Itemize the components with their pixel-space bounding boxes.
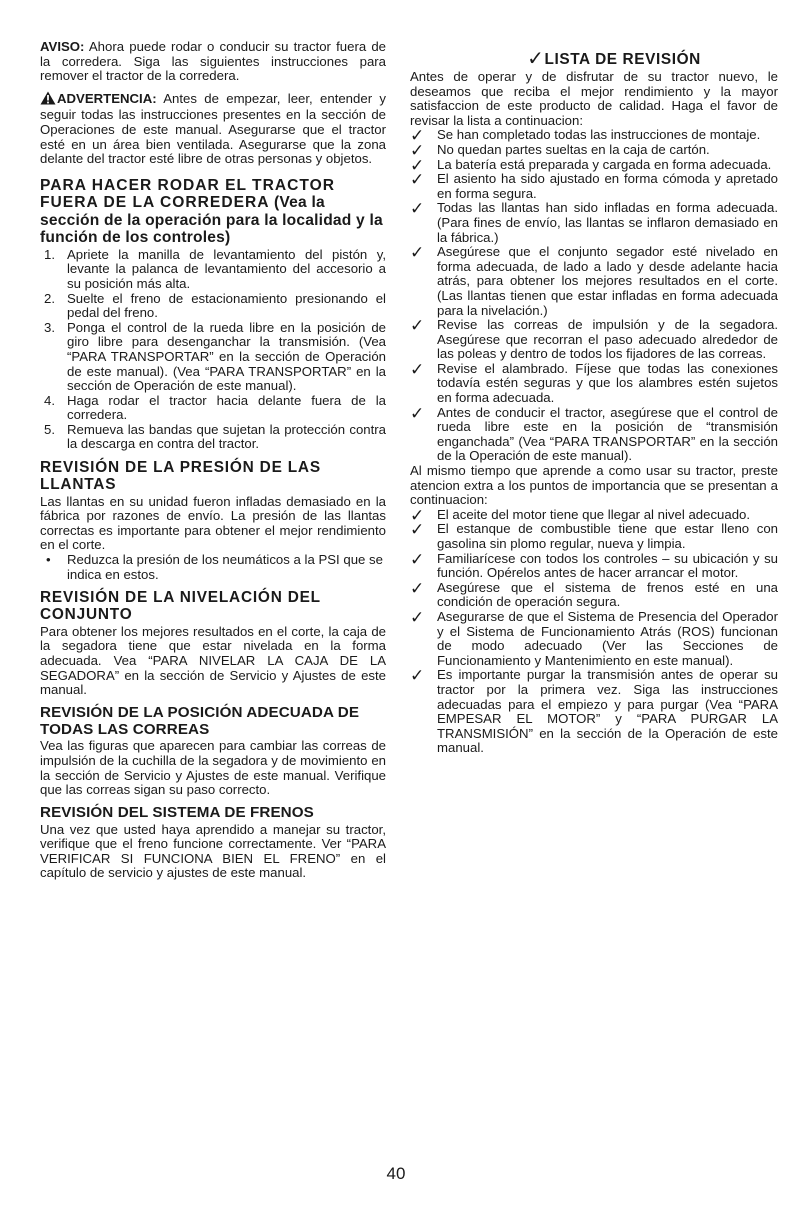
checklist-item-text: El asiento ha sido ajustado en forma cómoda y apretado en forma segura. bbox=[437, 171, 778, 201]
rodar-step bbox=[40, 321, 386, 394]
aviso-lead: AVISO: bbox=[40, 39, 85, 54]
checklist-item-text: Asegúrese que el conjunto segador esté nivelado en forma adecuada, de lado a lado y desde adelante hacia atrás, para obtener los mejores resultados en el corte. (Las llantas tienen que estar infladas en forma adecuada para la nivelación.) bbox=[437, 244, 778, 318]
step-text: Ponga el control de la rueda libre en la posición de giro libre para desenganchar la transmisión. (Vea “PARA TRANSPORTAR” en la sección de Operación de este manual). (Vea “PARA TRANSPORTAR” en la sección de Operación de este manual). bbox=[67, 319, 386, 394]
step-number: 1. bbox=[44, 246, 55, 262]
checklist-item bbox=[410, 155, 778, 175]
bullet-text: Reduzca la presión de los neumáticos a la PSI que se indica en estos. bbox=[67, 552, 383, 582]
frenos-heading: REVISIÓN DEL SISTEMA DE FRENOS bbox=[40, 803, 314, 821]
checklist-item-text: Revise las correas de impulsión y de la segadora. Asegúrese que recorran el paso adecuado alrededor de las poleas y dentro de todos los fijadores de las correas. bbox=[437, 317, 778, 362]
checkmark-icon: ✓ bbox=[410, 199, 425, 219]
rodar-heading-caps: PARA HACER RODAR EL TRACTOR FUERA DE LA CORREDERA bbox=[40, 176, 335, 212]
checklist-item bbox=[410, 172, 778, 201]
checklist-item-text: El aceite del motor tiene que llegar al nivel adecuado. bbox=[437, 506, 751, 522]
checkmark-icon: ✓ bbox=[410, 403, 425, 423]
checkmark-icon: ✓ bbox=[410, 549, 425, 569]
step-text: Suelte el freno de estacionamiento presionando el pedal del freno. bbox=[67, 290, 386, 321]
step-number: 4. bbox=[44, 392, 55, 408]
checkmark-icon: ✓ bbox=[410, 505, 425, 525]
checklist-group-1 bbox=[410, 128, 778, 464]
rodar-step bbox=[40, 292, 386, 321]
checkmark-icon: ✓ bbox=[410, 170, 425, 190]
step-number: 2. bbox=[44, 290, 55, 306]
step-text: Remueva las bandas que sujetan la protección contra la descarga en contra del tractor. bbox=[67, 421, 386, 452]
rodar-step bbox=[40, 248, 386, 292]
checkmark-icon: ✓ bbox=[527, 48, 545, 70]
checklist-item bbox=[410, 318, 778, 362]
checklist-item bbox=[410, 359, 778, 406]
checkmark-icon: ✓ bbox=[410, 155, 425, 175]
checkmark-icon: ✓ bbox=[410, 243, 425, 263]
presion-text: Las llantas en su unidad fueron infladas demasiado en la fábrica por razones de envío. La presión de las llantas correctas es importante para obtener el mejor rendimiento en el corte. bbox=[40, 493, 386, 553]
rodar-heading-rest: (Vea la sección de la operación para la localidad y la función de los controles) bbox=[40, 194, 383, 247]
rodar-heading bbox=[40, 177, 386, 247]
checklist-item-text: Asegurarse de que el Sistema de Presencia del Operador y el Sistema de Funcionamiento Atrás (ROS) funcionan de modo adecuado (Ver las Secciones de Funcionamiento y Mantenimiento en este manual). bbox=[437, 608, 778, 668]
checklist-item bbox=[410, 607, 778, 668]
bullet-dot: • bbox=[46, 552, 51, 568]
checkmark-icon: ✓ bbox=[410, 140, 425, 160]
step-number: 3. bbox=[44, 319, 55, 335]
checklist-group-2 bbox=[410, 505, 778, 756]
step-text: Haga rodar el tractor hacia delante fuera de la corredera. bbox=[67, 392, 386, 423]
checkmark-icon: ✓ bbox=[410, 359, 425, 379]
rodar-step bbox=[40, 423, 386, 452]
page-number: 40 bbox=[386, 1164, 406, 1183]
checklist-mid: Al mismo tiempo que aprende a como usar su tractor, preste atencion extra a los puntos de importancia que se presentan a continuacion: bbox=[410, 463, 778, 508]
warning-triangle-icon bbox=[40, 91, 56, 109]
rodar-step bbox=[40, 394, 386, 423]
checklist-item bbox=[410, 505, 778, 525]
checklist-item-text: Familiarícese con todos los controles – su ubicación y su función. Opérelos antes de hacer arrancar el motor. bbox=[437, 550, 778, 581]
checkmark-icon: ✓ bbox=[410, 578, 425, 598]
correas-text: Vea las figuras que aparecen para cambiar las correas de impulsión de la cuchilla de la segadora y de movimiento en la sección de Servicio y Ajustes de este manual. Verifique que las correas sigan su paso correcto. bbox=[40, 738, 386, 798]
checklist-item bbox=[410, 522, 778, 551]
checklist-item-text: Asegúrese que el sistema de frenos esté en una condición de operación segura. bbox=[437, 579, 778, 610]
presion-heading: REVISIÓN DE LA PRESIÓN DE LAS LLANTAS bbox=[40, 459, 321, 493]
checklist-title-text: LISTA DE REVISIÓN bbox=[544, 51, 701, 68]
left-column bbox=[40, 40, 386, 881]
checklist-item bbox=[410, 201, 778, 245]
right-column bbox=[410, 50, 778, 756]
checklist-intro: Antes de operar y de disfrutar de su tractor nuevo, le deseamos que reciba el mejor rendimiento y la mayor satisfaccion de este producto de calidad. Haga el favor de revisar la lista a continuacion: bbox=[410, 69, 778, 128]
checklist-item-text: No quedan partes sueltas en la caja de cartón. bbox=[437, 141, 710, 157]
checkmark-icon: ✓ bbox=[410, 316, 425, 336]
checklist-item bbox=[410, 126, 778, 146]
checklist-item bbox=[410, 140, 778, 160]
step-number: 5. bbox=[44, 421, 55, 437]
presion-bullet bbox=[40, 553, 386, 582]
checklist-item-text: La batería está preparada y cargada en forma adecuada. bbox=[437, 156, 772, 172]
checklist-item-text: Antes de conducir el tractor, asegúrese que el control de rueda libre este en la posición de “transmisión enganchada” (Vea “PARA TRANSPORTAR” en la sección de la Operación de este manual). bbox=[437, 404, 778, 464]
checkmark-icon: ✓ bbox=[410, 520, 425, 540]
checklist-item bbox=[410, 578, 778, 610]
aviso-text: Ahora puede rodar o conducir su tractor fuera de la corredera. Siga las siguientes instrucciones para remover el tractor de la corredera. bbox=[40, 39, 386, 84]
advertencia-text: Antes de empezar, leer, entender y seguir todas las instrucciones presentes en la sección de Operaciones de este manual. Asegurarse que el tractor esté en un área bien ventilada. Asegurarse que la zona delante del tractor esté libre de otras personas y objetos. bbox=[40, 90, 386, 167]
checklist-title bbox=[450, 50, 778, 69]
checkmark-icon: ✓ bbox=[410, 607, 425, 627]
checkmark-icon: ✓ bbox=[410, 126, 425, 146]
advertencia-lead: ADVERTENCIA: bbox=[57, 90, 157, 106]
checklist-item bbox=[410, 549, 778, 581]
nivelacion-heading: REVISIÓN DE LA NIVELACIÓN DEL CONJUNTO bbox=[40, 589, 321, 624]
nivelacion-text: Para obtener los mejores resultados en el corte, la caja de la segadora tiene que estar nivelada en la forma adecuada. Vea “PARA NIVELAR LA CAJA DE LA SEGADORA” en la sección de Servicio y Ajustes de este manual. bbox=[40, 623, 386, 698]
checklist-item bbox=[410, 403, 778, 464]
rodar-steps bbox=[40, 248, 386, 452]
checklist-item-text: Es importante purgar la transmisión antes de operar su tractor por la primera vez. Siga las instrucciones adecuadas para el empiezo y para purgar (Vea “PARA EMPESAR EL MOTOR” y “PARA PURGAR LA TRANSMISIÓN” en la sección de la Operación de este manual. bbox=[437, 667, 778, 756]
checklist-item bbox=[410, 668, 778, 756]
checklist-item-text: Se han completado todas las instrucciones de montaje. bbox=[437, 127, 761, 143]
frenos-text: Una vez que usted haya aprendido a manejar su tractor, verifique que el freno funcione correctamente. Ver “PARA VERIFICAR SI FUNCIONA BIEN EL FRENO” en el capítulo de servicio y ajustes de este manual. bbox=[40, 821, 386, 881]
aviso-paragraph bbox=[40, 40, 386, 84]
checklist-item-text: Revise el alambrado. Fíjese que todas las conexiones todavía estén seguras y que los alambres estén sujetos en forma adecuada. bbox=[437, 360, 778, 406]
checkmark-icon: ✓ bbox=[410, 666, 425, 686]
checklist-item-text: Todas las llantas han sido infladas en forma adecuada. (Para fines de envío, las llantas se inflaron demasiado en la fábrica.) bbox=[437, 200, 778, 245]
step-text: Apriete la manilla de levantamiento del pistón y, levante la palanca de levantamiento del accesorio a su posición más alta. bbox=[67, 246, 386, 291]
advertencia-paragraph bbox=[40, 91, 386, 167]
correas-heading: REVISIÓN DE LA POSICIÓN ADECUADA DE TODAS LAS CORREAS bbox=[40, 703, 360, 738]
checklist-item bbox=[410, 245, 778, 318]
checklist-item-text: El estanque de combustible tiene que estar lleno con gasolina sin plomo regular, nueva y limpia. bbox=[437, 521, 778, 551]
